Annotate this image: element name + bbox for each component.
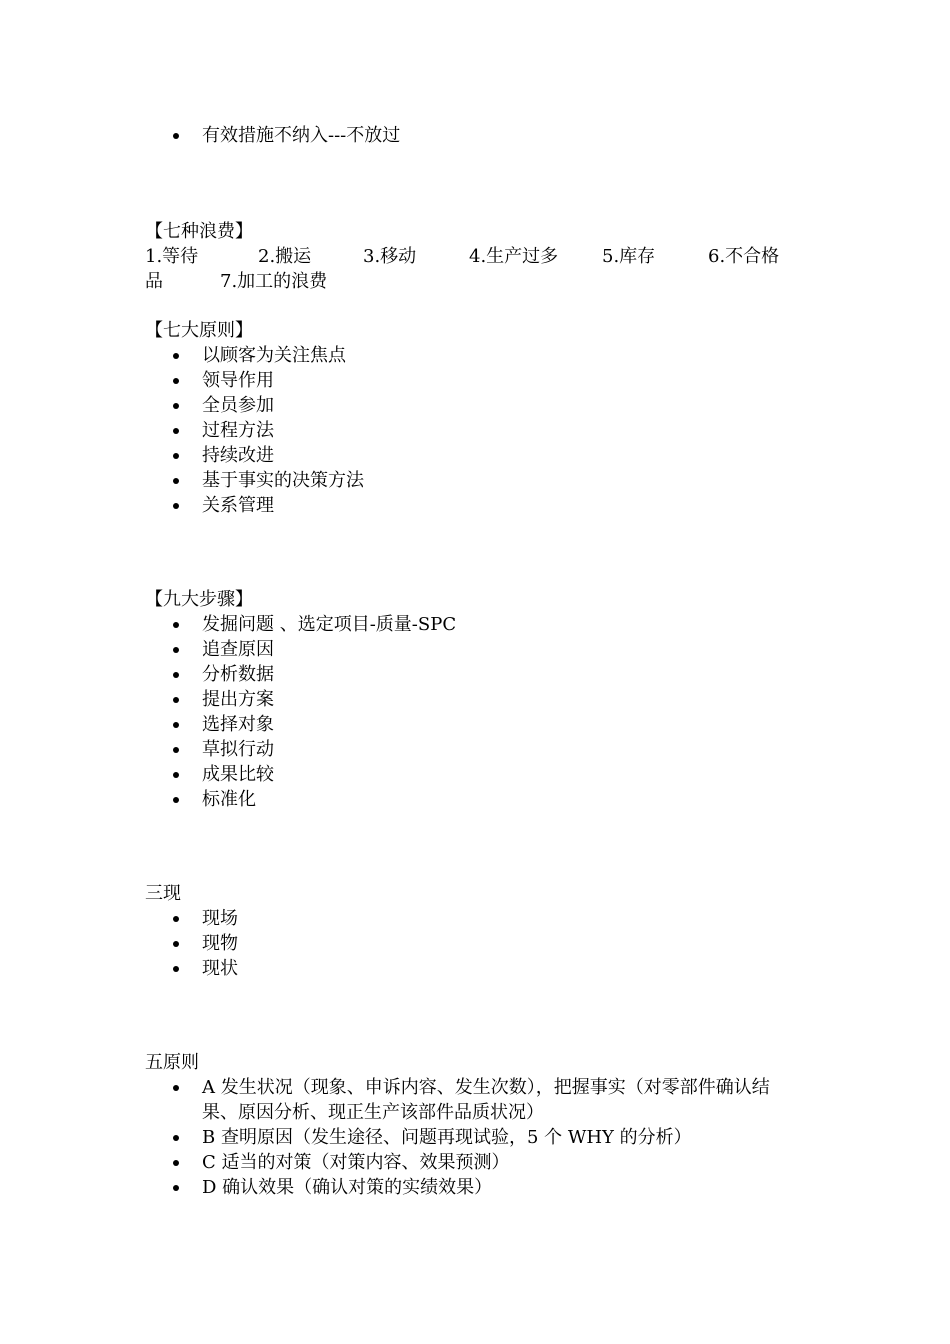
bullet-icon [173,1085,179,1091]
bullet-icon [173,772,179,778]
list-item [170,906,238,931]
bullet-icon [173,1135,179,1141]
list-item-text: 领导作用 [202,370,274,391]
list-item [170,662,456,687]
bullet-icon [173,503,179,509]
list-item-text: A 发生状况（现象、申诉内容、发生次数），把握事实（对零部件确认结果、原因分析、现正生产该部件品质状况） [202,1077,770,1123]
list-item-text: 持续改进 [202,445,274,466]
list-item [170,762,456,787]
list-item [170,956,238,981]
bullet-icon [173,797,179,803]
list-item-text: 选择对象 [202,714,274,735]
waste-item: 6.不合格 [708,246,780,267]
three-actuals-heading: 三现 [145,883,181,904]
bullet-icon [173,353,179,359]
list-item [170,418,364,443]
list-item [170,787,456,812]
seven-wastes-line-1 [145,244,805,269]
list-item-text: 现状 [202,958,238,979]
bullet-icon [173,1185,179,1191]
list-item-text: 基于事实的决策方法 [202,470,364,491]
list-item [170,687,456,712]
list-item [170,637,456,662]
seven-wastes-line-2 [145,269,445,294]
waste-item: 3.移动 [363,246,417,267]
five-principles-heading: 五原则 [145,1052,199,1073]
list-item-text: 发掘问题 、选定项目-质量-SPC [202,614,457,635]
seven-principles-list [170,343,364,518]
five-principles-list [170,1075,802,1200]
list-item [170,612,456,637]
list-item [170,493,364,518]
waste-item: 2.搬运 [258,246,312,267]
bullet-icon [173,478,179,484]
list-item-text: 追查原因 [202,639,274,660]
bullet-icon [173,378,179,384]
list-item-text: D 确认效果（确认对策的实绩效果） [202,1177,493,1198]
list-item [170,931,238,956]
list-item [170,1075,802,1125]
list-item-text: C 适当的对策（对策内容、效果预测） [202,1152,510,1173]
list-item [170,393,364,418]
bullet-icon [173,697,179,703]
bullet-icon [173,747,179,753]
list-item-text: 成果比较 [202,764,274,785]
list-item-text: 提出方案 [202,689,274,710]
bullet-icon [173,672,179,678]
list-item-text: 草拟行动 [202,739,274,760]
bullet-icon [173,916,179,922]
three-actuals-list [170,906,238,981]
bullet-icon [173,966,179,972]
seven-principles-heading: 【七大原则】 [145,320,253,341]
waste-item: 1.等待 [145,246,199,267]
seven-wastes-heading: 【七种浪费】 [145,221,253,242]
list-item [170,1175,802,1200]
list-item [170,737,456,762]
list-item [170,468,364,493]
bullet-icon [173,647,179,653]
intro-list [170,123,400,148]
bullet-icon [173,453,179,459]
list-item-text: 有效措施不纳入---不放过 [202,125,401,146]
list-item [170,123,400,148]
list-item [170,343,364,368]
list-item-text: 分析数据 [202,664,274,685]
list-item-text: B 查明原因（发生途径、问题再现试验，5 个 WHY 的分析） [202,1127,692,1148]
list-item [170,443,364,468]
waste-item: 4.生产过多 [469,246,559,267]
list-item-text: 全员参加 [202,395,274,416]
waste-item: 5.库存 [602,246,656,267]
bullet-icon [173,941,179,947]
list-item [170,368,364,393]
list-item [170,1125,802,1150]
list-item [170,712,456,737]
list-item-text: 标准化 [202,789,256,810]
bullet-icon [173,428,179,434]
list-item-text: 现物 [202,933,238,954]
list-item-text: 以顾客为关注焦点 [202,345,346,366]
bullet-icon [173,133,179,139]
bullet-icon [173,722,179,728]
list-item-text: 现场 [202,908,238,929]
list-item-text: 过程方法 [202,420,274,441]
list-item [170,1150,802,1175]
bullet-icon [173,1160,179,1166]
bullet-icon [173,403,179,409]
nine-steps-heading: 【九大步骤】 [145,589,253,610]
list-item-text: 关系管理 [202,495,274,516]
nine-steps-list [170,612,456,812]
bullet-icon [173,622,179,628]
waste-item: 7.加工的浪费 [220,271,328,292]
waste-item: 品 [145,271,163,292]
